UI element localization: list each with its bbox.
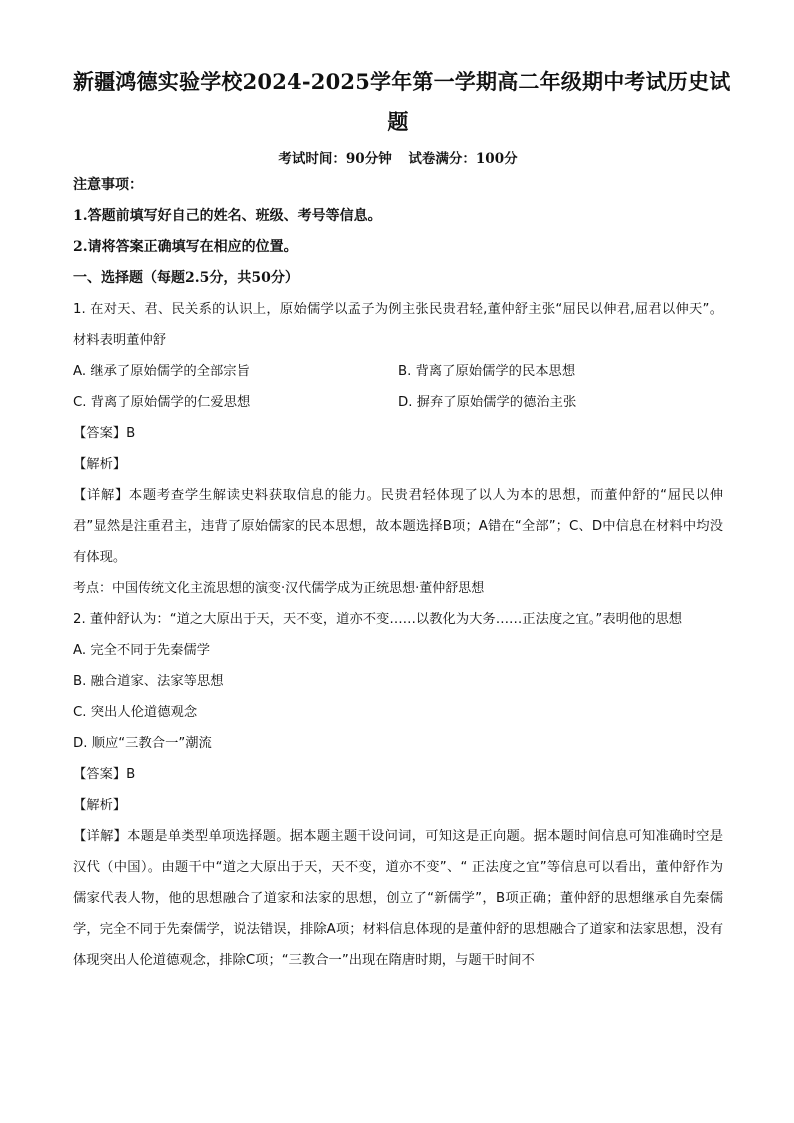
option-d: D. 摒弃了原始儒学的德治主张 [398,395,577,410]
question-stem: 1. 在对天、君、民关系的认识上，原始儒学以孟子为例主张民贵君轻,董仲舒主张“屈民以伸君,屈君以伸天”。材料表明董仲舒 [73,302,723,348]
notes-heading: 注意事项： [73,177,143,193]
question-2 [73,604,723,976]
note-item-1: 1.答题前填写好自己的姓名、班级、考号等信息。 [73,208,382,224]
option-a: A. 完全不同于先秦儒学 [73,643,210,658]
option-c: C. 突出人伦道德观念 [73,705,198,720]
analysis-label: 【解析】 [73,457,127,472]
analysis-label: 【解析】 [73,798,127,813]
exam-title-line2: 题 [387,109,409,134]
question-options [73,356,723,418]
page-content [73,64,731,976]
note-item-2: 2.请将答案正确填写在相应的位置。 [73,239,298,255]
exam-info [73,148,723,170]
exam-score: 试卷满分：100分 [408,151,518,167]
option-b: B. 背离了原始儒学的民本思想 [398,364,576,379]
exam-time: 考试时间：90分钟 [278,151,392,167]
detail-explanation: 【详解】本题考查学生解读史料获取信息的能力。民贵君轻体现了以人为本的思想，而董仲舒的“屈民以伸君”显然是注重君主，违背了原始儒家的民本思想，故本题选择B项；A错在“全部”；C、D中信息在材料中均没有体现。 [73,488,723,565]
exam-title-line1: 新疆鸿德实验学校2024-2025学年第一学期高二年级期中考试历史试 [73,69,731,94]
option-d: D. 顺应“三教合一”潮流 [73,736,212,751]
answer-label: 【答案】B [73,767,136,782]
option-c: C. 背离了原始儒学的仁爱思想 [73,395,251,410]
option-b: B. 融合道家、法家等思想 [73,674,224,689]
answer-label: 【答案】B [73,426,136,441]
kaodian-line: 考点：中国传统文化主流思想的演变·汉代儒学成为正统思想·董仲舒思想 [73,581,485,596]
question-1 [73,294,723,604]
question-stem: 2. 董仲舒认为：“道之大原出于天，天不变，道亦不变……以教化为大务……正法度之宜。”表明他的思想 [73,612,683,627]
section-heading: 一、选择题（每题2.5分，共50分） [73,270,299,286]
exam-title [73,64,731,140]
option-a: A. 继承了原始儒学的全部宗旨 [73,364,250,379]
detail-explanation: 【详解】本题是单类型单项选择题。据本题主题干设问词，可知这是正向题。据本题时间信息可知准确时空是汉代（中国）。由题干中“道之大原出于天，天不变，道亦不变”、“ 正法度之宜”等信息可以看出，董仲舒作为儒家代表人物，他的思想融合了道家和法家的思想，创立了“新儒学”，B项正确；董仲舒的思想继承自先秦儒学，完全不同于先秦儒学，说法错误，排除A项；材料信息体现的是董仲舒的思想融合了道家和法家思想，没有体现突出人伦道德观念，排除C项；“三教合一”出现在隋唐时期，与题干时间不 [73,829,723,968]
